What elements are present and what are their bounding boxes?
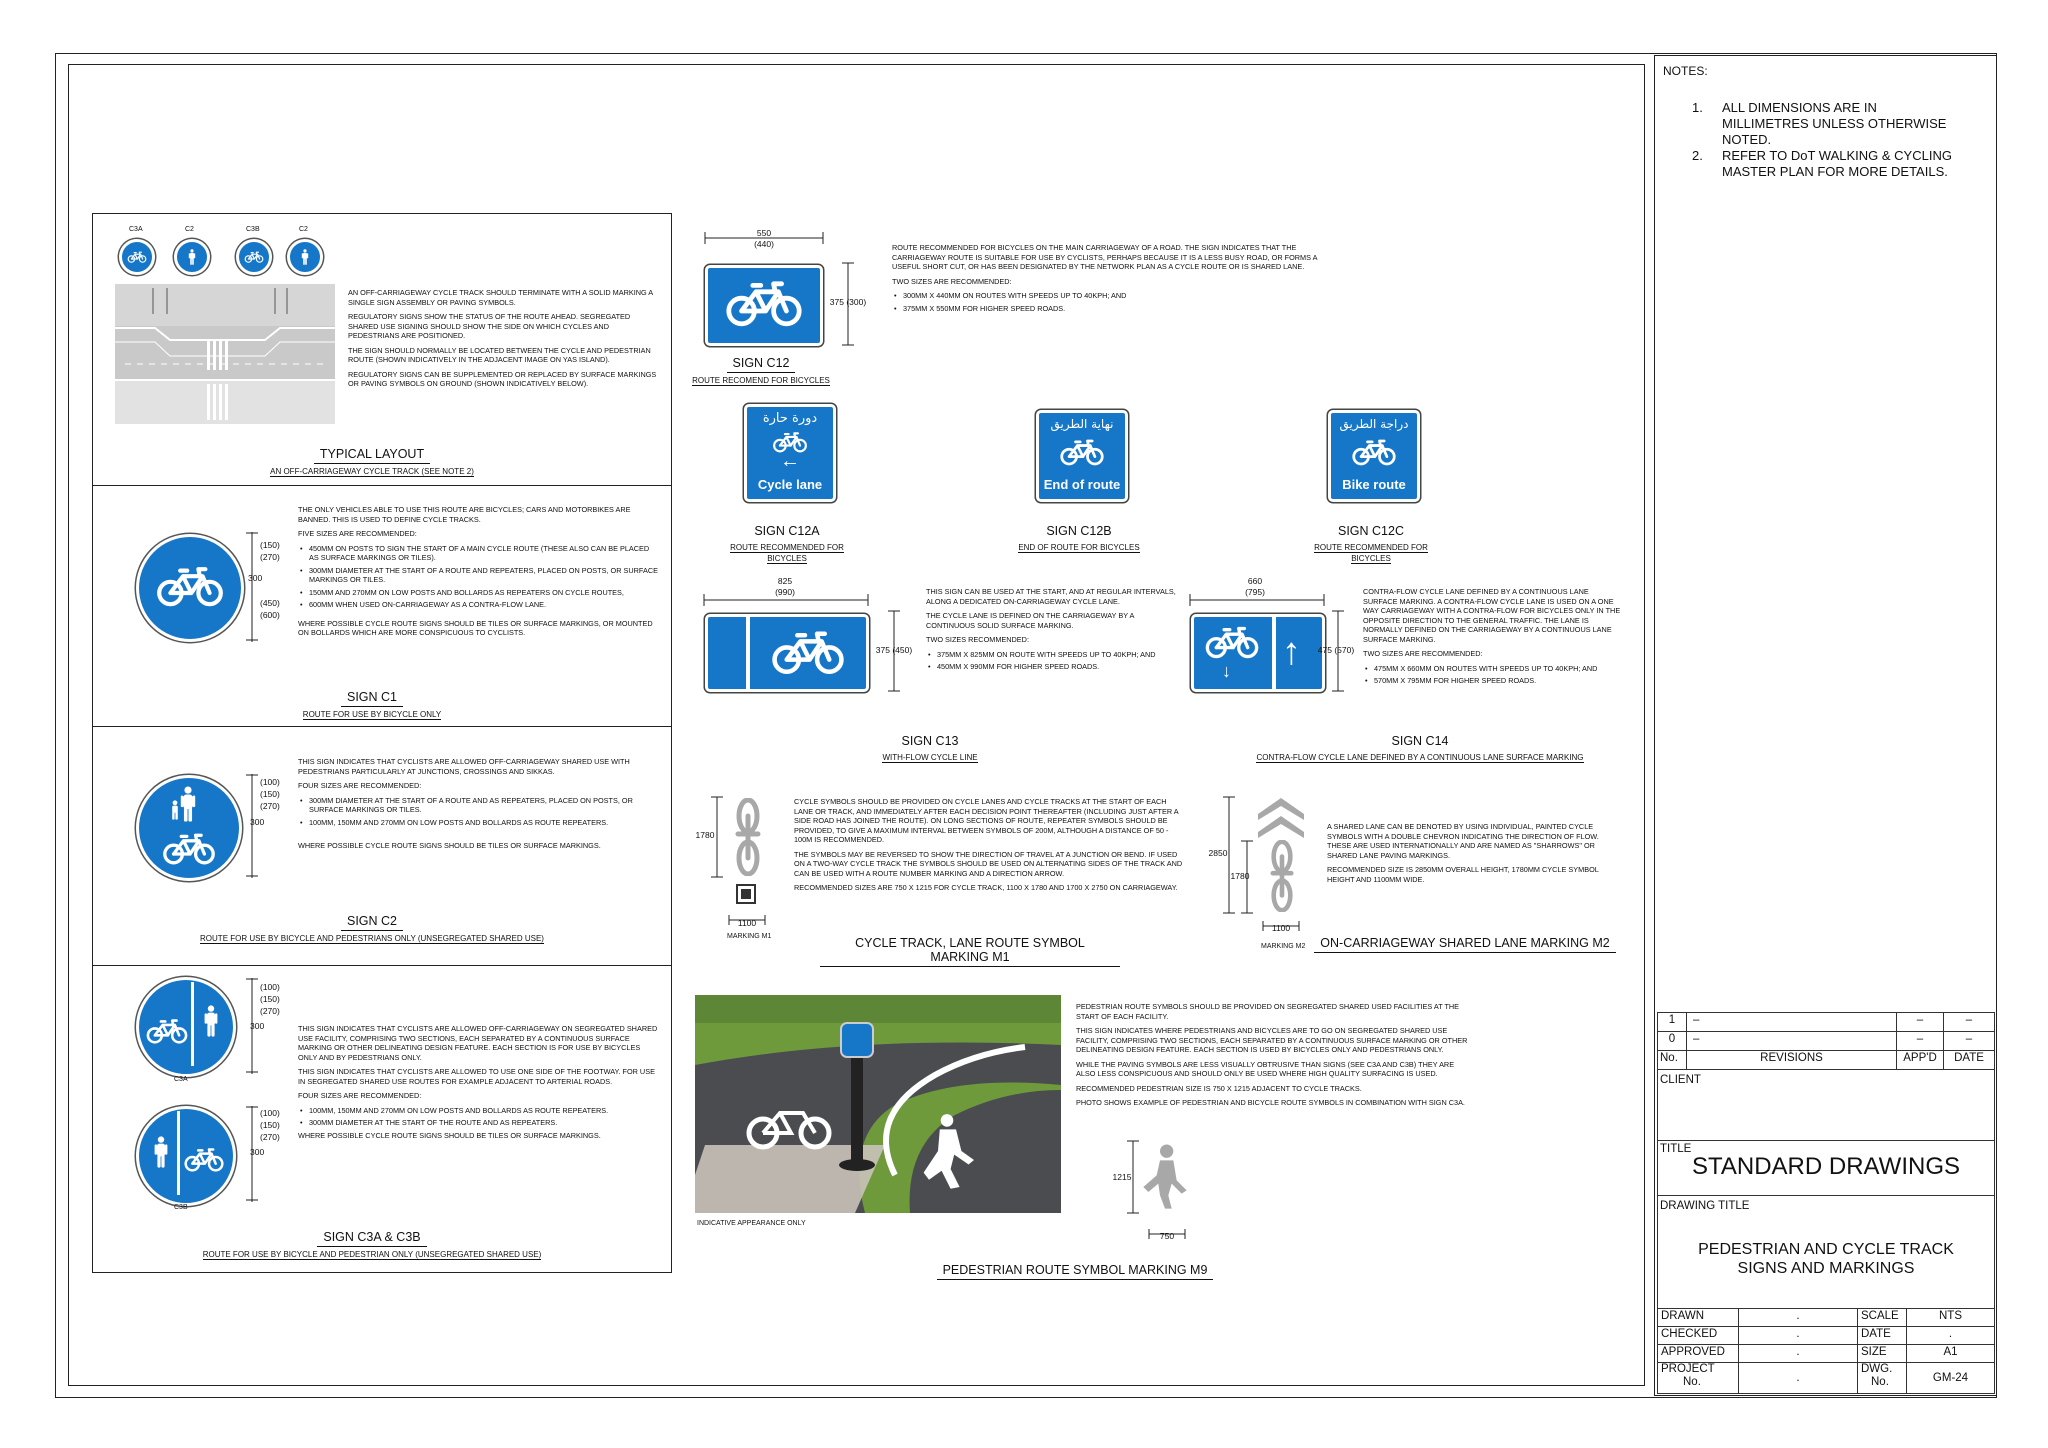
sign-c3a-graphic — [136, 977, 236, 1077]
bicycle-icon — [770, 629, 846, 675]
notes-heading: NOTES: — [1663, 64, 1708, 78]
sign-c1-dim: 300 — [248, 573, 263, 583]
sign-c2-dim: (150) — [260, 789, 280, 799]
bicycle-icon — [127, 251, 147, 263]
sign-c12c-graphic — [1328, 410, 1420, 502]
drawing-set-title: STANDARD DRAWINGS — [1691, 1153, 1960, 1180]
client-box — [1657, 1069, 1995, 1141]
sign-c12b-graphic — [1036, 410, 1128, 502]
sign-c3-closing: WHERE POSSIBLE CYCLE ROUTE SIGNS SHOULD BE TILES OR SURFACE MARKINGS. — [298, 1130, 601, 1140]
sign-c12-dim-height: 375 (300) — [829, 297, 867, 307]
revision-header-appd: APP'D — [1896, 1050, 1944, 1070]
pedestrian-icon — [188, 247, 196, 267]
marking-m9-dim-height: 1215 — [1112, 1172, 1132, 1182]
drawing-number-value: GM-24 — [1906, 1362, 1995, 1394]
marking-m2-para: A SHARED LANE CAN BE DENOTED BY USING INDIVIDUAL, PAINTED CYCLE SYMBOLS WITH A DOUBLE CHEVRON INDICATING THE DIRECTION OF FLOW. THESE ARE USED INTERNATIONALLY AND ARE NAMED AS "SHARROWS" OR SHARED LANE PAVING MARKINGS. — [1327, 822, 1599, 860]
sign-c2-description — [298, 757, 658, 856]
sign-c14-bullet: • 475MM X 660MM ON ROUTES WITH SPEEDS UP TO 40KPH; AND — [1363, 664, 1625, 674]
drawn-label: DRAWN — [1657, 1308, 1739, 1327]
sign-c13-para: THIS SIGN CAN BE USED AT THE START, AND AT REGULAR INTERVALS, ALONG A DEDICATED ON-CARRIAGEWAY CYCLE LANE. — [926, 587, 1176, 606]
sign-c1-para: THE ONLY VEHICLES ABLE TO USE THIS ROUTE ARE BICYCLES; CARS AND MOTORBIKES ARE BANNED. THIS IS USED TO DEFINE CYCLE TRACKS. — [298, 505, 631, 524]
drawing-number-label — [1857, 1362, 1907, 1394]
sign-c3-para: FOUR SIZES ARE RECOMMENDED: — [298, 1091, 422, 1100]
sign-c2-bullet: • 100MM, 150MM AND 270MM ON LOW POSTS AND BOLLARDS AS ROUTE REPEATERS. — [298, 818, 658, 828]
layout-label-c2: C2 — [185, 226, 194, 233]
project-number-value: . — [1738, 1362, 1858, 1394]
bicycle-icon — [724, 278, 804, 328]
sign-c13-title: SIGN C13 — [901, 734, 959, 748]
sign-c14-para: CONTRA-FLOW CYCLE LANE DEFINED BY A CONTINUOUS LANE SURFACE MARKING. A CONTRA-FLOW CYCLE LANE IS USED ON A ONE WAY CARRIAGEWAY WITH A CONTRA-FLOW FOR BICYCLES ONLY IN THE OPPOSITE DIRECTION TO THE GENERAL TRAFFIC. THE LANE IS NORMALLY DEFINED ON THE CARRIAGEWAY BY A CONTINUOUS LANE SURFACE MARKING. — [1363, 587, 1621, 644]
arrow-left-icon: ← — [780, 450, 800, 472]
sign-c12-para: ROUTE RECOMMENDED FOR BICYCLES ON THE MAIN CARRIAGEWAY OF A ROAD. THE SIGN INDICATES THAT THE CARRIAGEWAY ROUTE IS SUITABLE FOR USE BY CYCLISTS, PERHAPS BECAUSE IT IS A LESS BUSY ROAD, OR FORMS A USEFUL SHORT CUT, OR HAS BEEN DESIGNATED BY THE NETWORK PLAN AS A CYCLE ROUTE OR IS SHARED LANE. — [892, 243, 1318, 271]
sign-c14-dim-width: 660 — [1247, 576, 1263, 586]
sign-c1-bullet: • 600MM WHEN USED ON-CARRIAGEWAY AS A CONTRA-FLOW LANE. — [298, 600, 658, 610]
checked-value: . — [1738, 1326, 1858, 1345]
sign-c13-para: TWO SIZES RECOMMENDED: — [926, 635, 1029, 644]
note-text: ALL DIMENSIONS ARE IN MILLIMETRES UNLESS OTHERWISE NOTED. — [1722, 100, 1947, 147]
sign-c12-title: SIGN C12 — [727, 356, 796, 373]
client-label: CLIENT — [1660, 1074, 1701, 1086]
marking-m1-description — [794, 797, 1186, 898]
sign-c14-para: TWO SIZES ARE RECOMMENDED: — [1363, 649, 1483, 658]
sign-c3b-dim: (150) — [260, 1120, 280, 1130]
scale-value: NTS — [1906, 1308, 1995, 1327]
sign-c12-subtitle: ROUTE RECOMEND FOR BICYCLES — [692, 376, 830, 385]
marking-m9-para: WHILE THE PAVING SYMBOLS ARE LESS VISUALLY OBTRUSIVE THAN SIGNS (SEE C3A AND C3B) THEY ARE ALSO LESS CONSPICUOUS AND SHOULD ONLY BE USED WHERE HIGH QUALITY SURFACING IS USED. — [1076, 1059, 1455, 1078]
revision-row-1-desc: – — [1686, 1012, 1897, 1032]
layout-sign-c2-second — [287, 239, 323, 275]
revision-header-date: DATE — [1943, 1050, 1995, 1070]
sign-c3a-dim: 300 — [250, 1021, 265, 1031]
marking-m9-walker — [1140, 1142, 1190, 1212]
sign-c1-title-block — [262, 690, 482, 720]
sign-c3a-label: C3A — [174, 1076, 188, 1083]
sign-c2-graphic — [136, 775, 242, 881]
sign-c12c-title-block — [1296, 524, 1446, 564]
sign-c12-dim-width: 550 — [756, 228, 772, 238]
layout-label-c2-second: C2 — [299, 226, 308, 233]
dwg-label-line-2: No. — [1871, 1376, 1889, 1388]
layout-para: REGULATORY SIGNS SHOW THE STATUS OF THE ROUTE AHEAD. SEGREGATED SHARED USE SIGNING SHOULD SHOW THE SIDE ON WHICH CYCLES AND PEDESTRIANS ARE POSITIONED. — [348, 312, 631, 340]
marking-m2-para: RECOMMENDED SIZE IS 2850MM OVERALL HEIGHT, 1780MM CYCLE SYMBOL HEIGHT AND 1100MM WIDE. — [1327, 865, 1599, 884]
note-number: 1. — [1692, 100, 1703, 115]
sign-c2-subtitle: ROUTE FOR USE BY BICYCLE AND PEDESTRIANS ONLY (UNSEGREGATED SHARED USE) — [200, 934, 544, 943]
marking-m9-para: PEDESTRIAN ROUTE SYMBOLS SHOULD BE PROVIDED ON SEGREGATED SHARED USED FACILITIES AT THE START OF EACH FACILITY. — [1076, 1002, 1460, 1021]
marking-m2-label: MARKING M2 — [1261, 943, 1306, 950]
pedestrian-icon — [301, 247, 309, 267]
sign-c2-para: FOUR SIZES ARE RECOMMENDED: — [298, 781, 422, 790]
marking-m9-dim-width: 750 — [1159, 1231, 1175, 1241]
marking-m2-bicycle — [1258, 840, 1306, 912]
sign-c3-title: SIGN C3A & C3B — [317, 1230, 426, 1247]
drawing-title-line-1: PEDESTRIAN AND CYCLE TRACK — [1698, 1241, 1954, 1258]
sign-c1-description — [298, 505, 658, 643]
revision-row-1-no: 1 — [1657, 1012, 1687, 1032]
sign-c12c-title: SIGN C12C — [1338, 524, 1404, 538]
layout-description — [348, 288, 660, 394]
revision-header-no: No. — [1657, 1050, 1687, 1070]
bicycle-icon — [1351, 438, 1397, 466]
child-icon — [169, 800, 181, 820]
project-number-label — [1657, 1362, 1739, 1394]
sign-c13-description — [926, 587, 1178, 675]
photo-caption: INDICATIVE APPEARANCE ONLY — [697, 1220, 806, 1227]
sign-c12a-arabic: دورة حارة — [762, 411, 818, 426]
title-label: TITLE — [1660, 1143, 1692, 1155]
indicative-photo — [695, 995, 1061, 1213]
sign-c13-bullet: • 375MM X 825MM ON ROUTE WITH SPEEDS UP TO 40KPH; AND — [926, 650, 1178, 660]
arrow-up-icon: ↑ — [1282, 631, 1301, 673]
note-number: 2. — [1692, 148, 1703, 163]
sign-c12-dim-width-alt: (440) — [754, 239, 774, 249]
sign-c2-dim: (270) — [260, 801, 280, 811]
sign-c13-dim-width: 825 — [777, 576, 793, 586]
bicycle-icon — [145, 1018, 189, 1044]
route-number-marking-icon — [736, 884, 756, 904]
marking-m2-description — [1327, 822, 1619, 889]
sign-c1-bullet: • 150MM AND 270MM ON LOW POSTS AND BOLLARDS AS REPEATERS ON CYCLE ROUTES, — [298, 588, 658, 598]
marking-m2-title: ON-CARRIAGEWAY SHARED LANE MARKING M2 — [1314, 936, 1615, 953]
pedestrian-icon — [179, 786, 197, 822]
marking-m2-title-block — [1305, 936, 1625, 953]
pedestrian-icon — [153, 1135, 169, 1169]
divider-line — [191, 982, 194, 1066]
sign-c12a-title: SIGN C12A — [754, 524, 820, 538]
marking-m9-title-block — [925, 1263, 1225, 1280]
sign-c3-para: THIS SIGN INDICATES THAT CYCLISTS ARE ALLOWED OFF-CARRIAGEWAY ON SEGREGATED SHARED USE FACILITY, COMPRISING TWO SECTIONS, EACH SEPARATED BY A CONTINUOUS SURFACE MARKING OR OTHER DELINEATING DESIGN FEATURE. EACH SECTION IS FOR USE BY BICYCLES ONLY AND BY PEDESTRIANS ONLY. — [298, 1024, 658, 1062]
sign-c14-graphic — [1191, 614, 1325, 692]
project-label-line-2: No. — [1683, 1376, 1701, 1388]
marking-m2-chevrons — [1256, 796, 1306, 840]
drawing-title-label: DRAWING TITLE — [1660, 1200, 1750, 1212]
sign-c12c-subtitle: ROUTE RECOMMENDED FOR BICYCLES — [1314, 543, 1428, 563]
approved-value: . — [1738, 1344, 1858, 1363]
drawn-value: . — [1738, 1308, 1858, 1327]
marking-m1-para: RECOMMENDED SIZES ARE 750 X 1215 FOR CYCLE TRACK, 1100 X 1780 AND 1700 X 2750 ON CARRIAGEWAY. — [794, 883, 1178, 892]
sign-c2-dim: 300 — [250, 817, 265, 827]
layout-label-c3a: C3A — [129, 226, 143, 233]
scale-label: SCALE — [1857, 1308, 1907, 1327]
layout-sign-c3b — [236, 239, 272, 275]
sign-c3a-dim: (150) — [260, 994, 280, 1004]
approved-label: APPROVED — [1657, 1344, 1739, 1363]
marking-m1-dim-width: 1100 — [737, 918, 757, 928]
marking-m9-para: RECOMMENDED PEDESTRIAN SIZE IS 750 X 1215 ADJACENT TO CYCLE TRACKS. — [1076, 1083, 1362, 1093]
sign-c13-para: THE CYCLE LANE IS DEFINED ON THE CARRIAGEWAY BY A CONTINUOUS SOLID SURFACE MARKING. — [926, 611, 1135, 630]
sign-c3-title-block — [192, 1230, 552, 1260]
layout-para: AN OFF-CARRIAGEWAY CYCLE TRACK SHOULD TERMINATE WITH A SOLID MARKING A SINGLE SIGN ASSEMBLY OR PAVING SYMBOLS. — [348, 288, 653, 307]
sign-c3a-dim: (100) — [260, 982, 280, 992]
date-value: . — [1906, 1326, 1995, 1345]
sign-c1-title: SIGN C1 — [341, 690, 403, 707]
revision-row-1-date: – — [1943, 1012, 1995, 1032]
sign-c14-description — [1363, 587, 1625, 689]
sign-c13-title-block — [855, 734, 1005, 763]
marking-m1-para: CYCLE SYMBOLS SHOULD BE PROVIDED ON CYCLE LANES AND CYCLE TRACKS AT THE START OF EACH LANE OR TRACK, AND IMMEDIATELY AFTER EACH DECISION POINT THEREAFTER (INCLUDING JUST AFTER A SIDE ROAD HAS JOINED THE ROUTE). ON LONG SECTIONS OF ROUTE, REPEATER SYMBOLS SHOULD BE PROVIDED, TO GIVE A MAXIMUM INTERVAL BETWEEN SYMBOLS OF 200M, ALTHOUGH A DISTANCE OF 50 - 100M IS RECOMMENDED. — [794, 797, 1179, 844]
sign-c1-para: FIVE SIZES ARE RECOMMENDED: — [298, 529, 417, 538]
sign-c14-title: SIGN C14 — [1391, 734, 1449, 748]
sign-c13-bullet: • 450MM X 990MM FOR HIGHER SPEED ROADS. — [926, 662, 1178, 672]
bicycle-icon — [155, 565, 225, 607]
sign-c12b-english: End of route — [1043, 477, 1121, 492]
note-1 — [1692, 100, 1952, 148]
sign-c12b-arabic: نهاية الطريق — [1050, 417, 1114, 431]
sign-c3b-dim: (270) — [260, 1132, 280, 1142]
sign-c12a-english: Cycle lane — [757, 477, 823, 492]
revision-header-desc: REVISIONS — [1686, 1050, 1897, 1070]
sign-c13-graphic — [705, 614, 869, 692]
sign-c2-title-block — [192, 914, 552, 944]
note-2 — [1692, 148, 1952, 180]
sign-c3b-label: C3B — [174, 1204, 188, 1211]
drawing-title-line-2: SIGNS AND MARKINGS — [1737, 1260, 1915, 1277]
lane-line — [746, 617, 750, 689]
layout-plan-drawing — [115, 284, 335, 424]
marking-m9-para: PHOTO SHOWS EXAMPLE OF PEDESTRIAN AND BICYCLE ROUTE SYMBOLS IN COMBINATION WITH SIGN C3A. — [1076, 1098, 1465, 1107]
sign-c12-bullet: • 375MM X 550MM FOR HIGHER SPEED ROADS. — [892, 304, 1322, 314]
sign-c12c-arabic: دراجة الطريق — [1339, 417, 1409, 431]
marking-m1-para: THE SYMBOLS MAY BE REVERSED TO SHOW THE DIRECTION OF TRAVEL AT A JUNCTION OR BEND. IF USED ON A TWO-WAY CYCLE TRACK THE SYMBOLS SHOULD BE USED ON ALTERNATING SIDES OF THE TRACK AND CAN BE USED WITH A ROUTE NUMBER MARKING AND A DIRECTION ARROW. — [794, 849, 1183, 878]
sign-c2-para: THIS SIGN INDICATES THAT CYCLISTS ARE ALLOWED OFF-CARRIAGEWAY SHARED USE WITH PEDESTRIANS PARTICULARLY AT JUNCTIONS, CROSSINGS AND SIKKAS. — [298, 757, 630, 776]
sign-c1-bullet: • 300MM DIAMETER AT THE START OF A ROUTE AND REPEATERS, PLACED ON POSTS, OR SURFACE MARKINGS OR TILES. — [298, 566, 658, 585]
layout-sign-c3a — [119, 239, 155, 275]
layout-subtitle: AN OFF-CARRIAGEWAY CYCLE TRACK (SEE NOTE 2) — [270, 467, 474, 476]
size-value: A1 — [1906, 1344, 1995, 1363]
arrow-down-icon: ↓ — [1222, 661, 1231, 681]
sign-c1-subtitle: ROUTE FOR USE BY BICYCLE ONLY — [302, 710, 442, 719]
lane-line — [1272, 617, 1276, 689]
sign-c12-graphic — [705, 265, 823, 346]
sign-c12a-title-block — [712, 524, 862, 564]
sign-c13-dim-height: 375 (450) — [875, 645, 913, 655]
sign-c12-para: TWO SIZES ARE RECOMMENDED: — [892, 276, 1012, 286]
sign-c12b-subtitle: END OF ROUTE FOR BICYCLES — [1018, 543, 1140, 552]
sign-c1-dim: (270) — [260, 552, 280, 562]
layout-title-block — [262, 447, 482, 477]
sign-c2-title: SIGN C2 — [341, 914, 403, 931]
sign-c1-dim: (450) — [260, 598, 280, 608]
marking-m2-dim-symbol: 1780 — [1230, 871, 1250, 881]
layout-title: TYPICAL LAYOUT — [314, 447, 430, 464]
pedestrian-icon — [203, 1004, 219, 1038]
marking-m9-para: THIS SIGN INDICATES WHERE PEDESTRIANS AND BICYCLES ARE TO GO ON SEGREGATED SHARED USE FACILITY, COMPRISING TWO SECTIONS, EACH SEPARATED BY A CONTINUOUS SURFACE MARKING OR OTHER DELINEATING DESIGN FEATURE. EACH SECTION IS USED BY BICYCLES ONLY AND PEDESTRIANS ONLY. — [1076, 1026, 1468, 1054]
divider-line — [177, 1111, 180, 1195]
sign-c3-bullet: • 100MM, 150MM AND 270MM ON LOW POSTS AND BOLLARDS AS ROUTE REPEATERS. — [298, 1106, 658, 1116]
layout-para: REGULATORY SIGNS CAN BE SUPPLEMENTED OR REPLACED BY SURFACE MARKINGS OR PAVING SYMBOLS ON GROUND (SHOWN INDICATIVELY BELOW). — [348, 369, 657, 388]
layout-sign-c2 — [174, 239, 210, 275]
sign-c3-bullet: • 300MM DIAMETER AT THE START OF THE ROUTE AND AS REPEATERS. — [298, 1118, 658, 1128]
marking-m2-dim-height: 2850 — [1208, 848, 1228, 858]
project-label-line-1: PROJECT — [1661, 1363, 1715, 1375]
sign-c3-description — [298, 1024, 658, 1145]
sign-c14-title-block — [1250, 734, 1590, 763]
size-label: SIZE — [1857, 1344, 1907, 1363]
sign-c2-closing: WHERE POSSIBLE CYCLE ROUTE SIGNS SHOULD BE TILES OR SURFACE MARKINGS. — [298, 841, 601, 850]
marking-m1-title-block — [820, 936, 1120, 967]
checked-label: CHECKED — [1657, 1326, 1739, 1345]
bicycle-icon — [183, 1147, 225, 1172]
revision-row-0-date: – — [1943, 1031, 1995, 1051]
sign-c12c-english: Bike route — [1342, 477, 1406, 492]
bicycle-icon — [1204, 625, 1260, 659]
note-text: REFER TO DoT WALKING & CYCLING MASTER PLAN FOR MORE DETAILS. — [1722, 148, 1952, 179]
sign-c12a-graphic — [744, 404, 836, 502]
sign-c3b-graphic — [136, 1106, 236, 1206]
sign-c1-closing: WHERE POSSIBLE CYCLE ROUTE SIGNS SHOULD BE TILES OR SURFACE MARKINGS, OR MOUNTED ON BOLLARDS WHICH ARE MORE CONSPICUOUS TO CYCLISTS. — [298, 618, 653, 637]
sign-c14-dim-height: 475 (570) — [1317, 645, 1355, 655]
sign-c1-dim: (150) — [260, 540, 280, 550]
sign-c3-subtitle: ROUTE FOR USE BY BICYCLE AND PEDESTRIAN ONLY (UNSEGREGATED SHARED USE) — [202, 1250, 542, 1259]
revision-row-0-no: 0 — [1657, 1031, 1687, 1051]
sign-c14-dim-width-alt: (795) — [1245, 587, 1265, 597]
sign-c12-description — [892, 243, 1322, 316]
dwg-label-line-1: DWG. — [1861, 1363, 1893, 1375]
layout-label-c3b: C3B — [246, 226, 260, 233]
sign-c2-dim: (100) — [260, 777, 280, 787]
layout-para: THE SIGN SHOULD NORMALLY BE LOCATED BETWEEN THE CYCLE AND PEDESTRIAN ROUTE (SHOWN INDICATIVELY IN THE ADJACENT IMAGE ON YAS ISLAND). — [348, 345, 651, 364]
sign-c3a-dim: (270) — [260, 1006, 280, 1016]
sign-c3b-dim: (100) — [260, 1108, 280, 1118]
sign-c3-para: THIS SIGN INDICATES THAT CYCLISTS ARE ALLOWED TO USE ONE SIDE OF THE FOOTWAY. FOR USE IN SEGREGATED SHARED USE ROUTES FOR EXAMPLE ADJACENT TO ARTERIAL ROADS. — [298, 1067, 655, 1086]
marking-m9-title: PEDESTRIAN ROUTE SYMBOL MARKING M9 — [937, 1263, 1214, 1280]
sign-c12a-subtitle: ROUTE RECOMMENDED FOR BICYCLES — [730, 543, 844, 563]
marking-m1-dim-height: 1780 — [695, 830, 715, 840]
sign-c12-title-block — [686, 356, 836, 386]
revision-row-0-desc: – — [1686, 1031, 1897, 1051]
sign-c2-bullet: • 300MM DIAMETER AT THE START OF A ROUTE AND AS REPEATERS, PLACED ON POSTS, OR SURFACE MARKINGS OR TILES. — [298, 796, 658, 815]
bicycle-icon — [1059, 438, 1105, 466]
bicycle-icon — [244, 251, 264, 263]
sign-c14-subtitle: CONTRA-FLOW CYCLE LANE DEFINED BY A CONTINUOUS LANE SURFACE MARKING — [1256, 753, 1584, 762]
sign-c12-bullet: • 300MM X 440MM ON ROUTES WITH SPEEDS UP TO 40KPH; AND — [892, 291, 1322, 301]
marking-m1-label: MARKING M1 — [727, 933, 772, 940]
sign-c12b-title: SIGN C12B — [1046, 524, 1112, 538]
bicycle-icon — [161, 832, 217, 865]
sign-c1-bullet: • 450MM ON POSTS TO SIGN THE START OF A MAIN CYCLE ROUTE (THESE ALSO CAN BE PLACED AS SURFACE MARKINGS OR TILES). — [298, 544, 658, 563]
marking-m1-title: CYCLE TRACK, LANE ROUTE SYMBOL MARKING M1 — [820, 936, 1120, 967]
sign-c14-bullet: • 570MM X 795MM FOR HIGHER SPEED ROADS. — [1363, 676, 1625, 686]
sign-c12b-title-block — [1004, 524, 1154, 553]
revision-row-1-appd: – — [1896, 1012, 1944, 1032]
revision-row-0-appd: – — [1896, 1031, 1944, 1051]
sign-c1-dim: (600) — [260, 610, 280, 620]
marking-m2-dim-width: 1100 — [1271, 923, 1291, 933]
marking-m9-description — [1076, 1002, 1471, 1113]
sign-c1-graphic — [136, 534, 244, 642]
sign-c3b-dim: 300 — [250, 1147, 265, 1157]
sign-c13-subtitle: WITH-FLOW CYCLE LINE — [882, 753, 978, 762]
sign-c13-dim-width-alt: (990) — [775, 587, 795, 597]
date-label: DATE — [1857, 1326, 1907, 1345]
marking-m1-bicycle — [724, 798, 772, 876]
